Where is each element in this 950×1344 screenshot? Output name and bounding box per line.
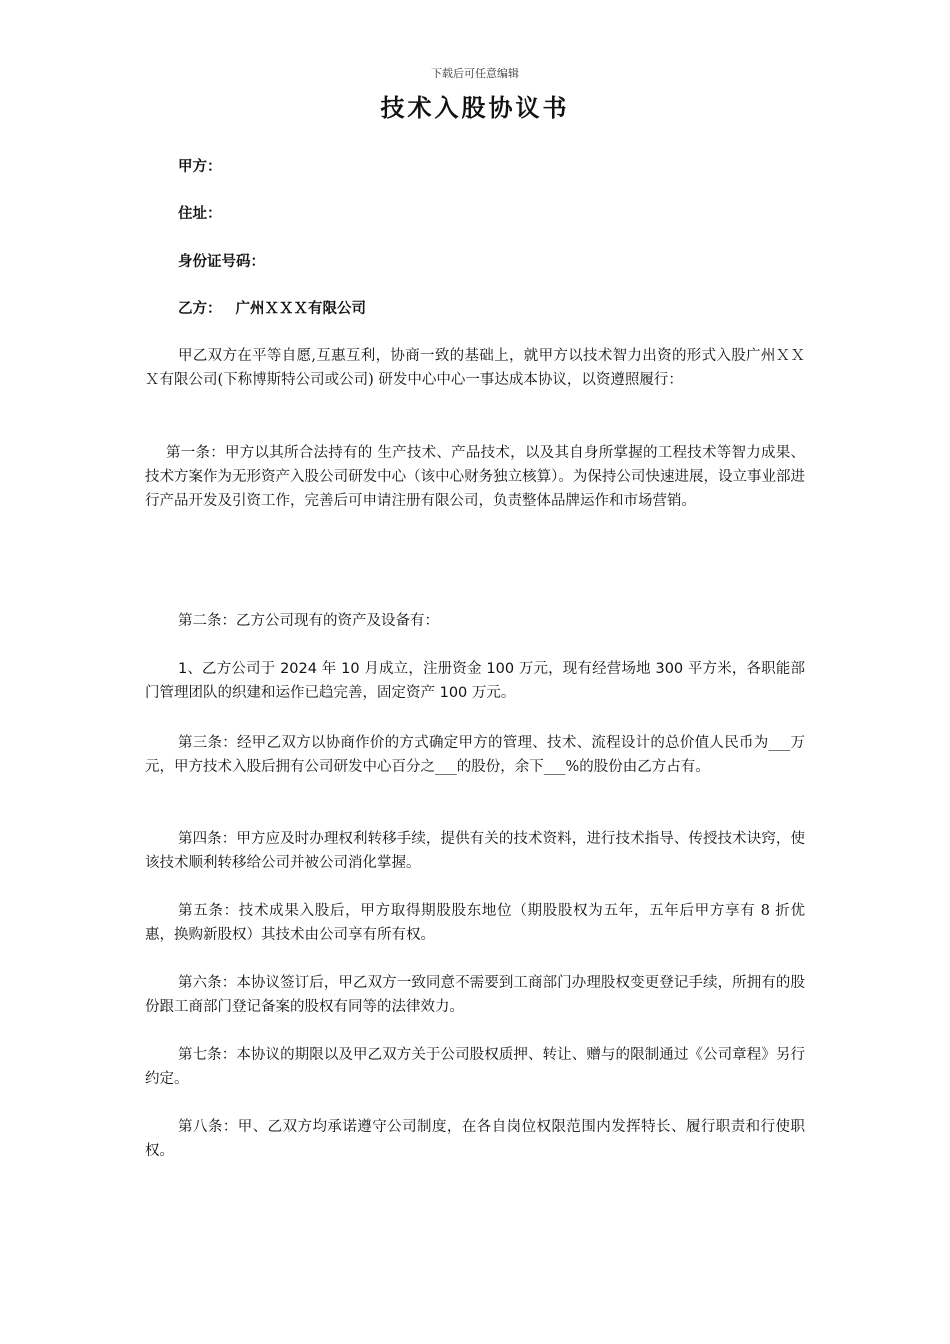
article-6-paragraph: 第六条：本协议签订后，甲乙双方一致同意不需要到工商部门办理股权变更登记手续，所拥有的股份跟工商部门登记备案的股权有同等的法律效力。	[145, 975, 805, 1015]
article-4-paragraph: 第四条：甲方应及时办理权利转移手续，提供有关的技术资料，进行技术指导、传授技术诀窍，使该技术顺利转移给公司并被公司消化掌握。	[145, 831, 805, 871]
address-label: 住址：	[178, 206, 222, 222]
id-number-field	[178, 252, 265, 272]
article-1-paragraph: 第一条：甲方以其所合法持有的 生产技术、产品技术，以及其自身所掌握的工程技术等智力成果、技术方案作为无形资产入股公司研发中心（该中心财务独立核算）。为保持公司快速进展，设立事业部进行产品开发及引资工作，完善后可申请注册有限公司，负责整体品牌运作和市场营销。	[145, 445, 805, 509]
document-title: 技术入股协议书	[380, 94, 570, 122]
party-a-label: 甲方：	[178, 159, 222, 175]
article-2-item-1-paragraph: 1、乙方公司于 2024 年 10 月成立，注册资金 100 万元，现有经营场地 300 平方米，各职能部门管理团队的织建和运作已趋完善，固定资产 100 万元。	[145, 661, 805, 701]
party-b-label: 乙方：	[178, 301, 222, 317]
article-3-paragraph: 第三条：经甲乙双方以协商作价的方式确定甲方的管理、技术、流程设计的总价值人民币为___万元，甲方技术入股后拥有公司研发中心百分之___的股份，余下___%的股份由乙方占有。	[145, 735, 805, 775]
article-5-paragraph: 第五条：技术成果入股后，甲方取得期股股东地位（期股股权为五年，五年后甲方享有 8 折优惠，换购新股权）其技术由公司享有所有权。	[145, 903, 805, 943]
preamble-paragraph: 甲乙双方在平等自愿,互惠互利，协商一致的基础上，就甲方以技术智力出资的形式入股广州ＸＸＸ有限公司(下称博斯特公司或公司) 研发中心中心一事达成本协议，以资遵照履行：	[145, 348, 805, 388]
party-a-field	[178, 157, 222, 177]
party-b-field	[178, 299, 366, 319]
header-note: 下载后可任意编辑	[431, 67, 519, 80]
party-b-value: 广州ＸＸＸ有限公司	[235, 301, 366, 317]
id-number-label: 身份证号码：	[178, 254, 265, 270]
address-field	[178, 204, 222, 224]
article-7-paragraph: 第七条：本协议的期限以及甲乙双方关于公司股权质押、转让、赠与的限制通过《公司章程》另行约定。	[145, 1047, 805, 1087]
article-2-paragraph: 第二条：乙方公司现有的资产及设备有：	[178, 613, 439, 629]
article-8-paragraph: 第八条：甲、乙双方均承诺遵守公司制度，在各自岗位权限范围内发挥特长、履行职责和行使职权。	[145, 1119, 805, 1159]
